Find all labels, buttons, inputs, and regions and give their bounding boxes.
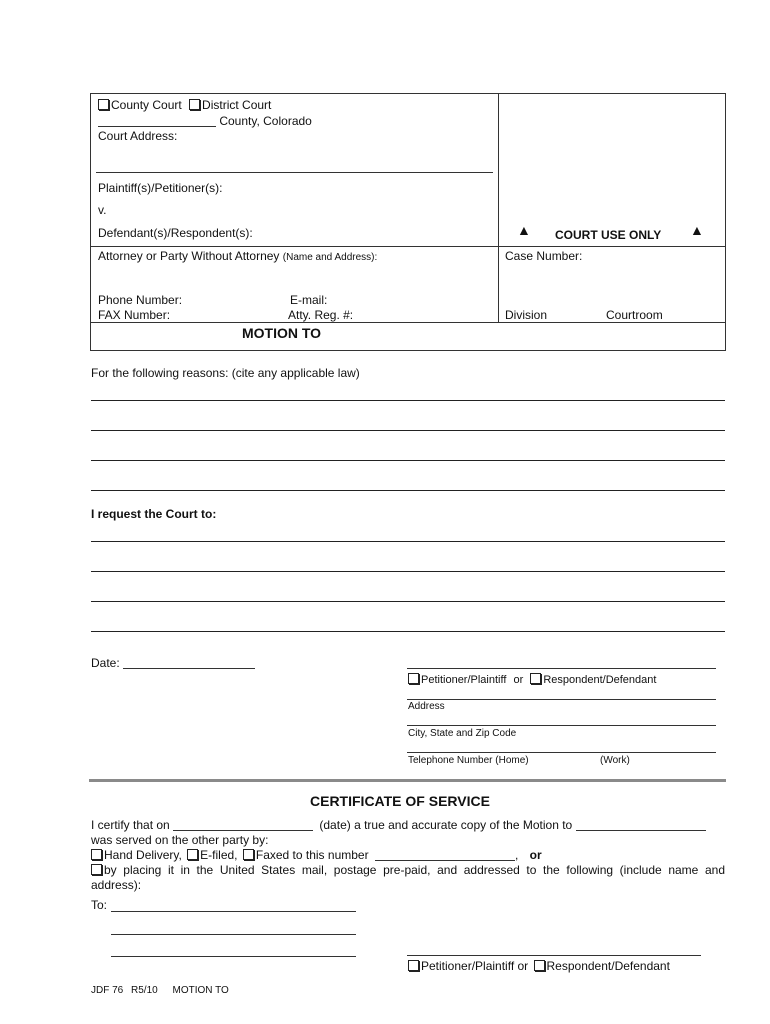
served-line: was served on the other party by: — [91, 833, 269, 847]
request-line[interactable] — [91, 601, 725, 602]
telephone-line[interactable] — [407, 752, 716, 753]
caption-title-line — [90, 322, 725, 323]
certificate-petitioner-label: Petitioner/Plaintiff or — [421, 959, 529, 973]
hand-delivery-checkbox[interactable] — [91, 849, 102, 860]
division-label: Division — [505, 308, 548, 322]
city-line[interactable] — [407, 725, 716, 726]
fax-number-blank[interactable] — [375, 849, 515, 861]
atty-reg-label: Atty. Reg. #: — [288, 308, 354, 322]
caption-row-line — [90, 246, 725, 247]
to-line[interactable] — [111, 911, 356, 912]
to-line[interactable] — [111, 934, 356, 935]
certificate-signature-line[interactable] — [407, 955, 701, 956]
mail-line-2: address): — [91, 878, 142, 892]
form-name: MOTION TO — [172, 985, 229, 996]
mail-option — [91, 863, 725, 892]
comma: , — [514, 848, 519, 862]
mail-checkbox[interactable] — [91, 864, 102, 875]
reasons-line[interactable] — [91, 430, 725, 431]
county-blank[interactable] — [98, 115, 216, 127]
respondent-label: Respondent/Defendant — [543, 674, 657, 686]
email-label: E-mail: — [290, 293, 328, 307]
certificate-respondent-checkbox[interactable] — [534, 960, 545, 971]
district-court-label: District Court — [202, 98, 272, 112]
to-label: To: — [91, 898, 108, 912]
address-label: Address — [408, 701, 445, 712]
attorney-text: Attorney or Party Without Attorney — [98, 249, 280, 263]
certify-prefix: I certify that on — [91, 818, 170, 832]
request-line[interactable] — [91, 541, 725, 542]
phone-work-label: (Work) — [600, 755, 630, 766]
certificate-respondent-label: Respondent/Defendant — [546, 959, 670, 973]
faxed-checkbox[interactable] — [243, 849, 254, 860]
defendant-label: Defendant(s)/Respondent(s): — [98, 226, 253, 240]
phone-label: Phone Number: — [98, 293, 183, 307]
request-line[interactable] — [91, 631, 725, 632]
efiled-checkbox[interactable] — [187, 849, 198, 860]
delivery-options — [91, 848, 542, 862]
date-field — [91, 656, 255, 670]
or-bold-label: or — [529, 848, 542, 862]
hand-delivery-label: Hand Delivery, — [104, 848, 182, 862]
motion-blank[interactable] — [576, 819, 706, 831]
attorney-note: (Name and Address): — [282, 252, 378, 263]
footer — [91, 985, 229, 996]
plaintiff-label: Plaintiff(s)/Petitioner(s): — [98, 181, 223, 195]
signature-line[interactable] — [407, 668, 716, 669]
or-label: or — [513, 674, 524, 686]
court-address-label: Court Address: — [98, 129, 178, 143]
reasons-line[interactable] — [91, 400, 725, 401]
party-options — [408, 673, 656, 686]
court-use-only-label: COURT USE ONLY — [555, 228, 662, 242]
courtroom-label: Courtroom — [606, 308, 663, 322]
up-arrow-icon: ▲ — [690, 222, 704, 238]
city-label: City, State and Zip Code — [408, 728, 517, 739]
case-number-label: Case Number: — [505, 249, 583, 263]
date-label: Date: — [91, 656, 120, 670]
county-court-checkbox[interactable] — [98, 99, 109, 110]
petitioner-checkbox[interactable] — [408, 673, 419, 684]
district-court-checkbox[interactable] — [189, 99, 200, 110]
certify-date-text: (date) a true and accurate copy of the Motion to — [319, 818, 573, 832]
county-line — [98, 114, 312, 128]
certificate-party-options — [408, 959, 670, 973]
section-divider — [89, 779, 726, 782]
respondent-checkbox[interactable] — [530, 673, 541, 684]
form-id: JDF 76 — [91, 985, 124, 996]
efiled-label: E-filed, — [200, 848, 238, 862]
date-blank[interactable] — [123, 657, 255, 669]
phone-home-label: Telephone Number (Home) — [408, 755, 529, 766]
faxed-label: Faxed to this number — [255, 848, 369, 862]
certificate-heading: CERTIFICATE OF SERVICE — [310, 793, 490, 809]
form-revision: R5/10 — [131, 985, 158, 996]
mail-line-1 — [91, 863, 725, 877]
address-line[interactable] — [407, 699, 716, 700]
fax-label: FAX Number: — [98, 308, 171, 322]
reasons-label: For the following reasons: (cite any applicable law) — [91, 366, 360, 380]
request-line[interactable] — [91, 571, 725, 572]
motion-title: MOTION TO — [242, 325, 322, 341]
certify-line — [91, 818, 706, 832]
petitioner-label: Petitioner/Plaintiff — [421, 674, 507, 686]
county-court-label: County Court — [111, 98, 182, 112]
court-address-line[interactable] — [96, 172, 493, 173]
attorney-label — [98, 249, 377, 263]
mail-text: by placing it in the United States mail, postage pre-paid, and addressed to the following (include name and — [104, 863, 725, 877]
reasons-line[interactable] — [91, 460, 725, 461]
request-label: I request the Court to: — [91, 507, 217, 521]
county-colorado-label: County, Colorado — [219, 114, 312, 128]
certificate-petitioner-checkbox[interactable] — [408, 960, 419, 971]
court-type-options — [98, 98, 271, 112]
versus-label: v. — [98, 203, 107, 217]
caption-divider — [498, 93, 499, 322]
up-arrow-icon: ▲ — [517, 222, 531, 238]
certify-date-blank[interactable] — [173, 819, 313, 831]
reasons-line[interactable] — [91, 490, 725, 491]
to-line[interactable] — [111, 956, 356, 957]
